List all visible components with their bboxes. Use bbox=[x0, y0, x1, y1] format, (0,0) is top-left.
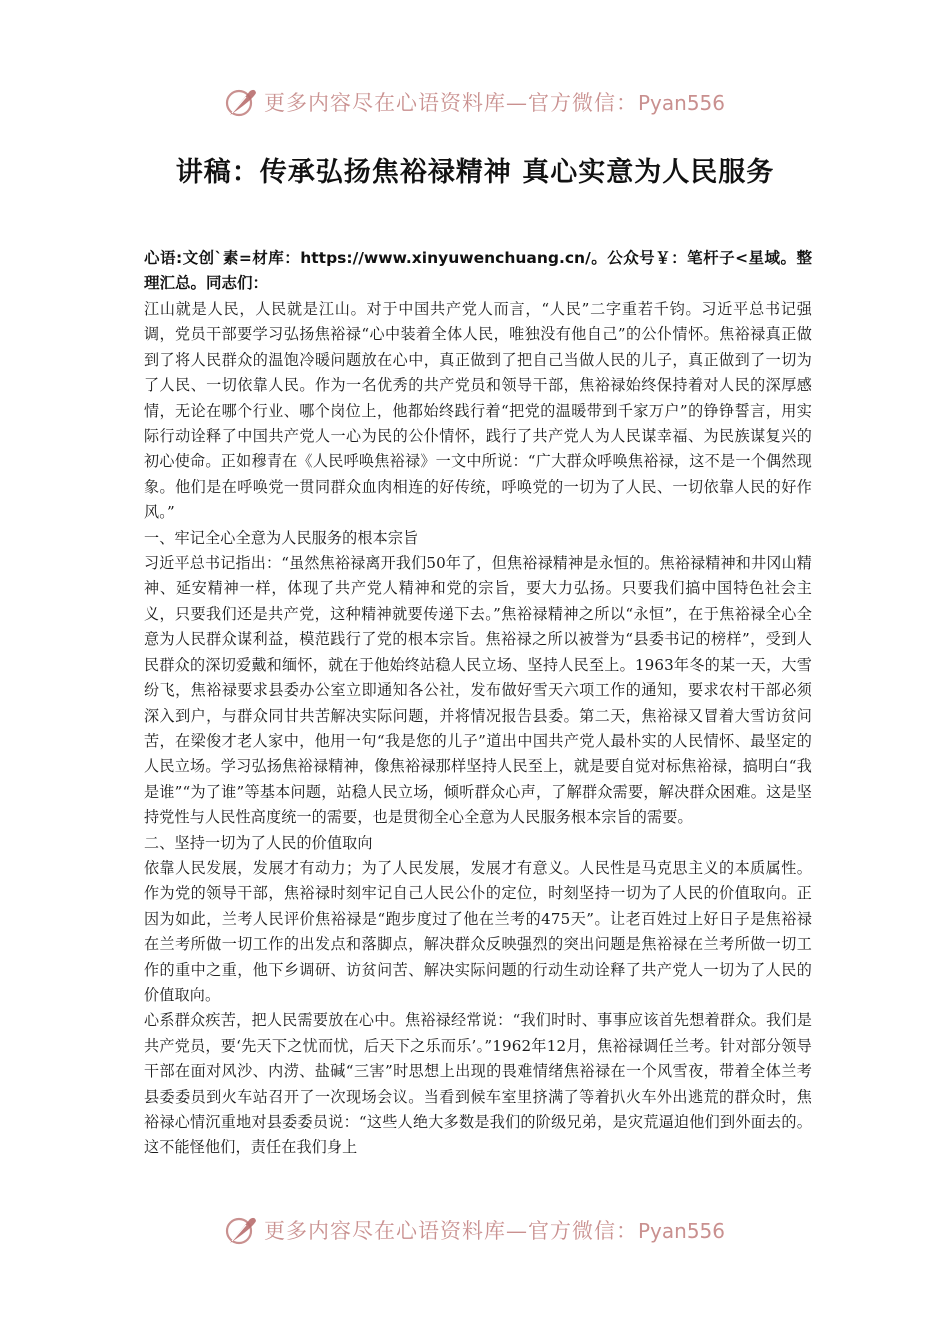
banner-wechat-id: Pyan556 bbox=[638, 91, 726, 115]
source-line: 心语:文创`素=材库：https://www.xinyuwenchuang.cn/。公众号￥：笔杆子<星域。整理汇总。同志们： bbox=[144, 249, 812, 292]
header-banner bbox=[224, 82, 744, 122]
banner-label: 更多内容尽在心语资料库—官方微信： bbox=[264, 1219, 638, 1243]
banner-text bbox=[264, 87, 725, 117]
banner-label: 更多内容尽在心语资料库—官方微信： bbox=[264, 91, 638, 115]
quill-logo-icon bbox=[224, 1213, 258, 1247]
document-title: 讲稿：传承弘扬焦裕禄精神 真心实意为人民服务 bbox=[175, 157, 775, 188]
document-body bbox=[144, 246, 812, 1161]
paragraph-section-2b: 心系群众疾苦，把人民需要放在心中。焦裕禄经常说：“我们时时、事事应该首先想着群众。我们是共产党员，要‘先天下之忧而忧，后天下之乐而乐’。”1962年12月，焦裕禄调任兰考。针对部分领导干部在面对风沙、内涝、盐碱“三害”时思想上出现的畏难情绪焦裕禄在一个风雪夜，带着全体兰考县委委员到火车站召开了一次现场会议。当看到候车室里挤满了等着扒火车外出逃荒的群众时，焦裕禄心情沉重地对县委委员说：“这些人绝大多数是我们的阶级兄弟，是灾荒逼迫他们到外面去的。这不能怪他们，责任在我们身上 bbox=[144, 1011, 812, 1157]
paragraph-section-2: 依靠人民发展，发展才有动力；为了人民发展，发展才有意义。人民性是马克思主义的本质属性。作为党的领导干部，焦裕禄时刻牢记自己人民公仆的定位，时刻坚持一切为了人民的价值取向。正因为如此，兰考人民评价焦裕禄是“跑步度过了他在兰考的475天”。让老百姓过上好日子是焦裕禄在兰考所做一切工作的出发点和落脚点，解决群众反映强烈的突出问题是焦裕禄在兰考所做一切工作的重中之重，他下乡调研、访贫问苦、解决实际问题的行动生动诠释了共产党人一切为了人民的价值取向。 bbox=[144, 858, 812, 1004]
quill-logo-icon bbox=[224, 85, 258, 119]
footer-banner bbox=[224, 1210, 744, 1250]
banner-wechat-id: Pyan556 bbox=[638, 1219, 726, 1243]
paragraph-intro: 江山就是人民，人民就是江山。对于中国共产党人而言，“人民”二字重若千钧。习近平总书记强调，党员干部要学习弘扬焦裕禄“心中装着全体人民，唯独没有他自己”的公仆情怀。焦裕禄真正做到了将人民群众的温饱冷暖问题放在心中，真正做到了把自己当做人民的儿子，真正做到了一切为了人民、一切依靠人民。作为一名优秀的共产党员和领导干部，焦裕禄始终保持着对人民的深厚感情，无论在哪个行业、哪个岗位上，他都始终践行着“把党的温暖带到千家万户”的铮铮誓言，用实际行动诠释了中国共产党人一心为民的公仆情怀，践行了共产党人为人民谋幸福、为民族谋复兴的初心使命。正如穆青在《人民呼唤焦裕禄》一文中所说：“广大群众呼唤焦裕禄，这不是一个偶然现象。他们是在呼唤党一贯同群众血肉相连的好传统，呼唤党的一切为了人民、一切依靠人民的好作风。” bbox=[144, 300, 812, 522]
paragraph-section-1: 习近平总书记指出：“虽然焦裕禄离开我们50年了，但焦裕禄精神是永恒的。焦裕禄精神和井冈山精神、延安精神一样，体现了共产党人精神和党的宗旨，要大力弘扬。只要我们搞中国特色社会主义，只要我们还是共产党，这种精神就要传递下去。”焦裕禄精神之所以“永恒”，在于焦裕禄全心全意为人民群众谋利益，模范践行了党的根本宗旨。焦裕禄之所以被誉为“县委书记的榜样”，受到人民群众的深切爱戴和缅怀，就在于他始终站稳人民立场、坚持人民至上。1963年冬的某一天，大雪纷飞，焦裕禄要求县委办公室立即通知各公社，发布做好雪天六项工作的通知，要求农村干部必须深入到户，与群众同甘共苦解决实际问题，并将情况报告县委。第二天，焦裕禄又冒着大雪访贫问苦，在梁俊才老人家中，他用一句“我是您的儿子”道出中国共产党人最朴实的人民情怀、最坚定的人民立场。学习弘扬焦裕禄精神，像焦裕禄那样坚持人民至上，就是要自觉对标焦裕禄，搞明白“我是谁”“为了谁”等基本问题，站稳人民立场，倾听群众心声，了解群众需要，解决群众困难。这是坚持党性与人民性高度统一的需要，也是贯彻全心全意为人民服务根本宗旨的需要。 bbox=[144, 554, 812, 827]
section-heading-1: 一、牢记全心全意为人民服务的根本宗旨 bbox=[144, 528, 419, 547]
section-heading-2: 二、坚持一切为了人民的价值取向 bbox=[144, 833, 373, 852]
banner-text bbox=[264, 1215, 725, 1245]
